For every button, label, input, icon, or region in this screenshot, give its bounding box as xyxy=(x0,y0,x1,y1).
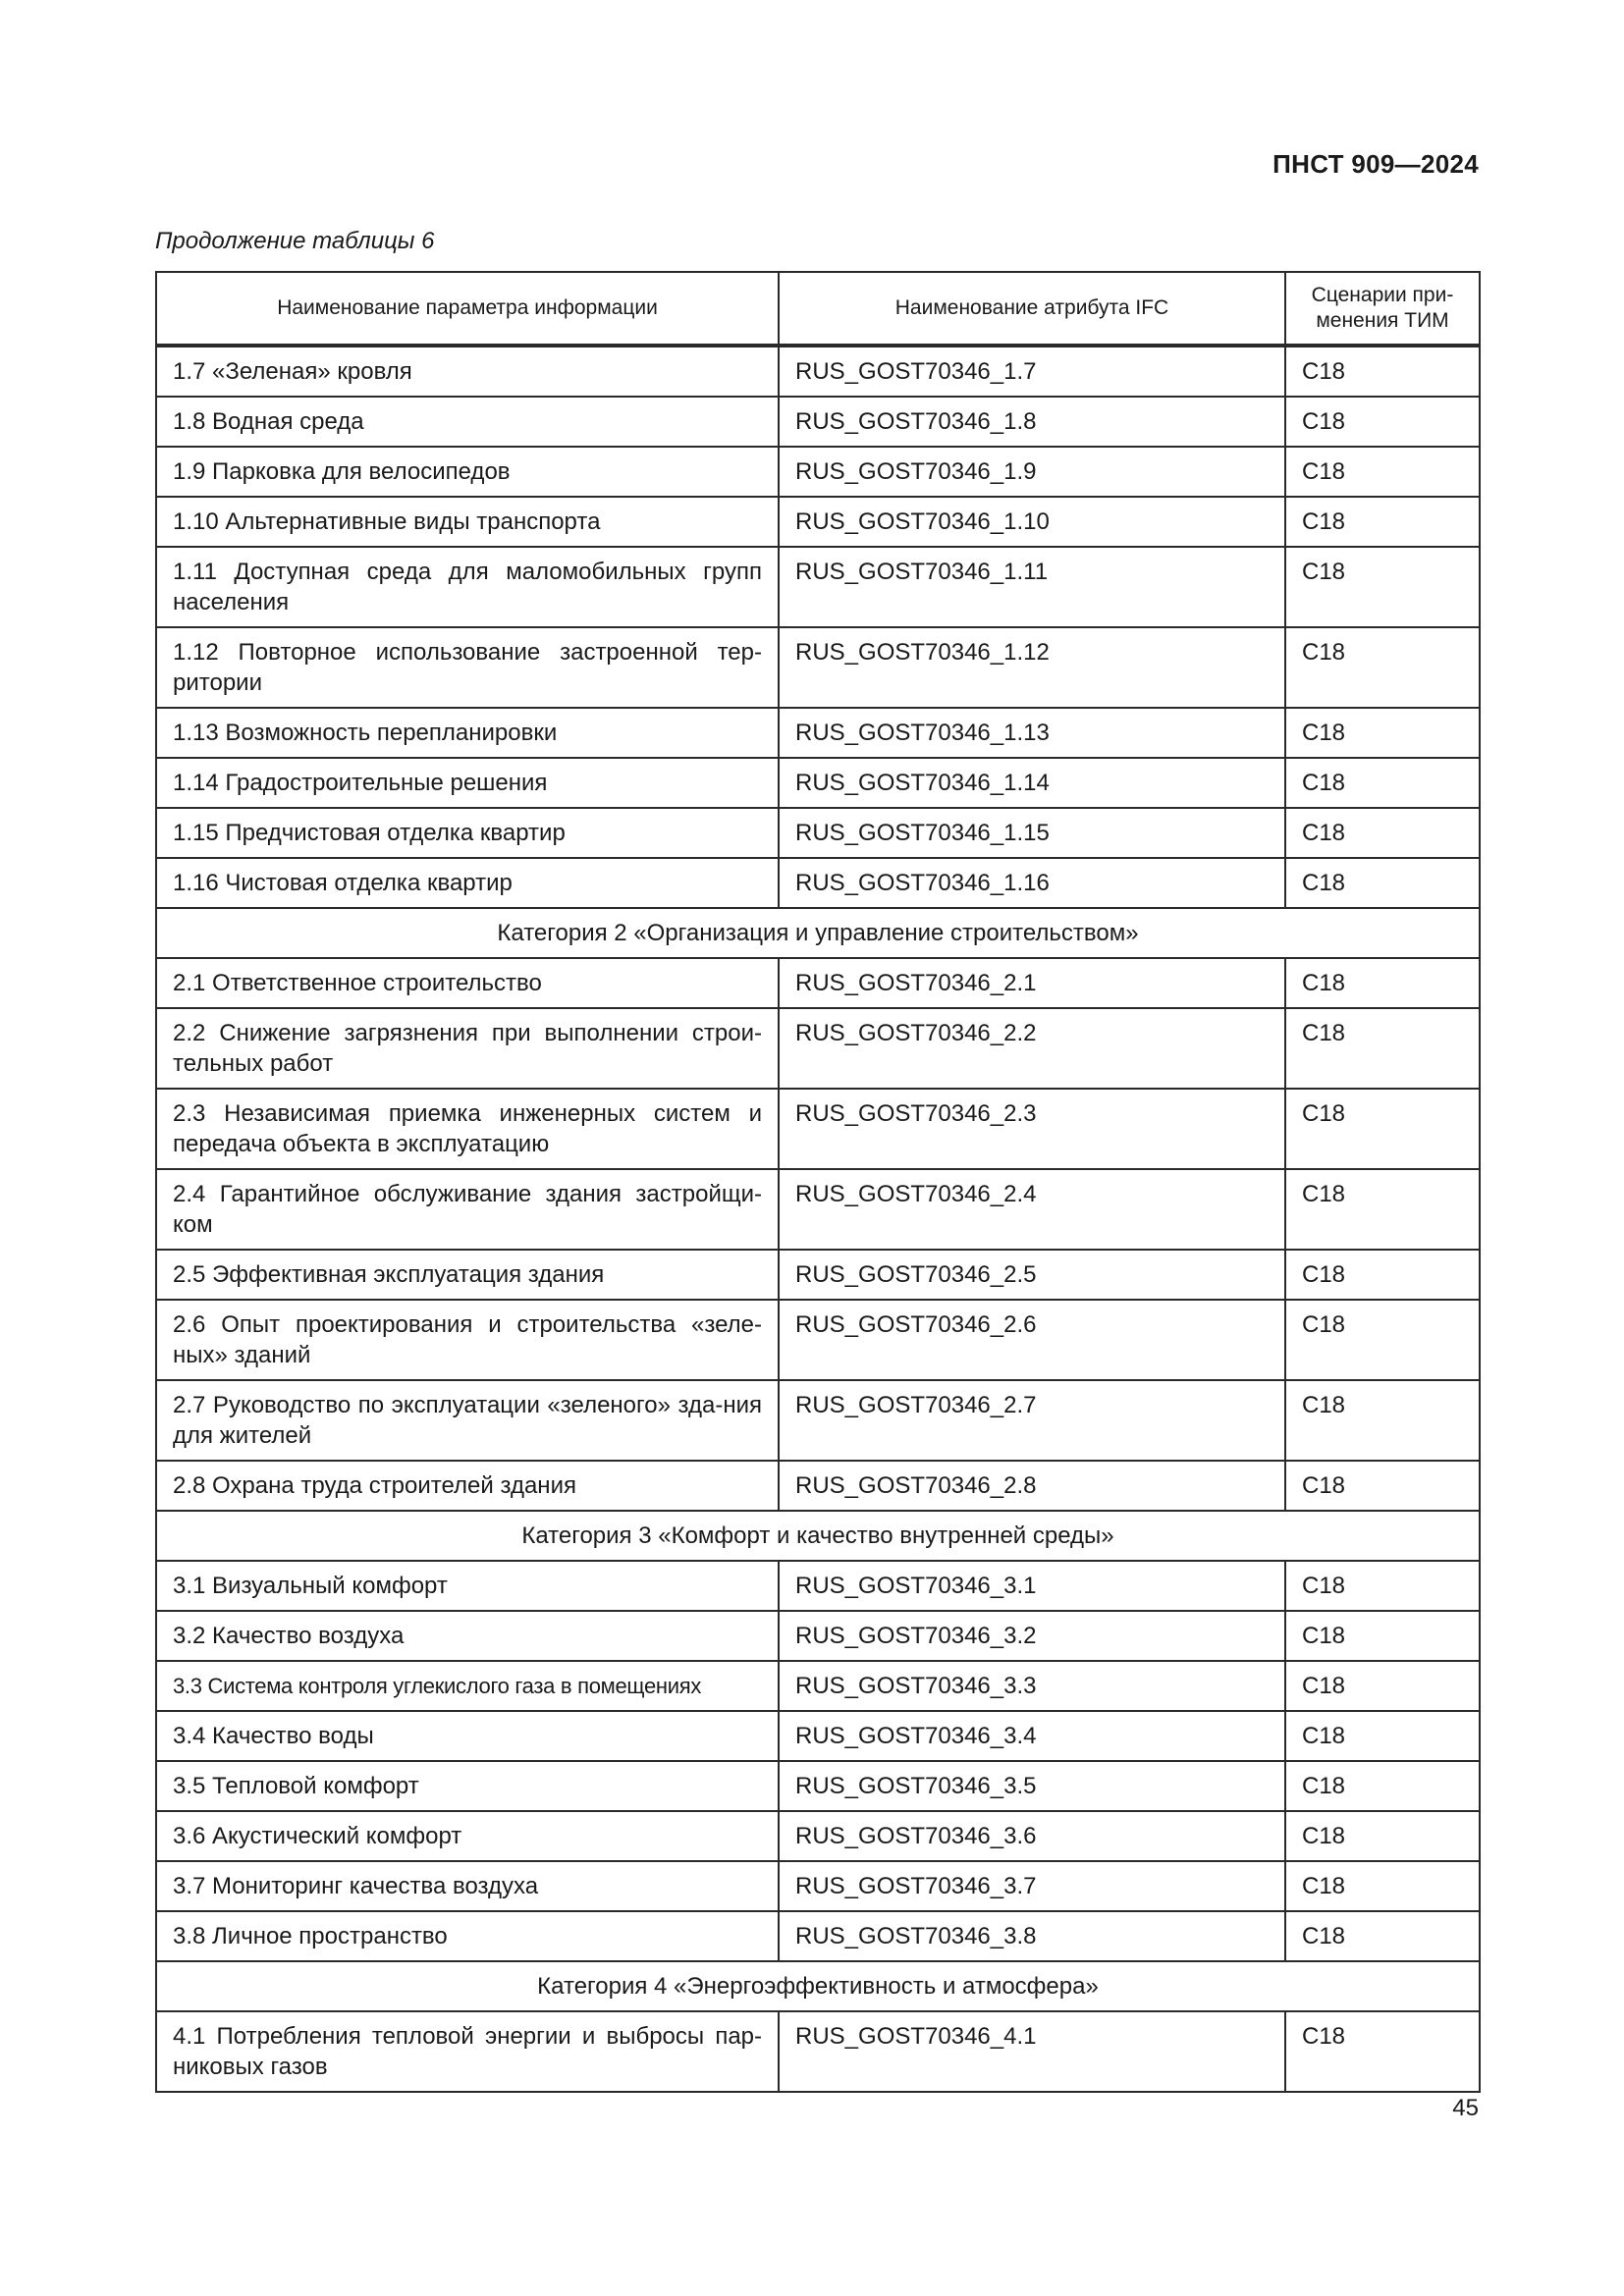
table-row xyxy=(156,447,1480,497)
ifc-attribute-cell: RUS_GOST70346_4.1 xyxy=(779,2011,1285,2092)
table-row xyxy=(156,1861,1480,1911)
category-row xyxy=(156,908,1480,958)
category-title: Категория 3 «Комфорт и качество внутренней среды» xyxy=(156,1511,1480,1561)
table-row xyxy=(156,708,1480,758)
scenario-cell: C18 xyxy=(1285,1380,1480,1461)
parameter-name-cell: 1.11 Доступная среда для маломобильных групп населения xyxy=(156,547,779,627)
ifc-attribute-cell: RUS_GOST70346_1.9 xyxy=(779,447,1285,497)
ifc-attribute-cell: RUS_GOST70346_3.7 xyxy=(779,1861,1285,1911)
table-row xyxy=(156,1380,1480,1461)
table-body xyxy=(156,346,1480,2092)
category-row xyxy=(156,1511,1480,1561)
scenario-cell: C18 xyxy=(1285,1911,1480,1961)
column-header-bim-scenarios: Сценарии при- менения ТИМ xyxy=(1285,272,1480,346)
ifc-attribute-cell: RUS_GOST70346_2.8 xyxy=(779,1461,1285,1511)
ifc-attribute-cell: RUS_GOST70346_1.13 xyxy=(779,708,1285,758)
scenario-cell: C18 xyxy=(1285,1811,1480,1861)
parameter-name-cell: 1.7 «Зеленая» кровля xyxy=(156,346,779,397)
ifc-attribute-cell: RUS_GOST70346_3.8 xyxy=(779,1911,1285,1961)
ifc-attribute-cell: RUS_GOST70346_1.14 xyxy=(779,758,1285,808)
table-row xyxy=(156,1461,1480,1511)
scenario-cell: C18 xyxy=(1285,1169,1480,1250)
ifc-attribute-cell: RUS_GOST70346_3.5 xyxy=(779,1761,1285,1811)
table-header-row xyxy=(156,272,1480,346)
parameter-name-cell: 3.4 Качество воды xyxy=(156,1711,779,1761)
parameter-name-cell: 3.7 Мониторинг качества воздуха xyxy=(156,1861,779,1911)
parameter-name-cell: 1.13 Возможность перепланировки xyxy=(156,708,779,758)
parameter-name-cell: 1.14 Градостроительные решения xyxy=(156,758,779,808)
ifc-attribute-cell: RUS_GOST70346_2.1 xyxy=(779,958,1285,1008)
parameter-name-cell: 3.2 Качество воздуха xyxy=(156,1611,779,1661)
ifc-attribute-cell: RUS_GOST70346_3.2 xyxy=(779,1611,1285,1661)
ifc-attribute-cell: RUS_GOST70346_1.16 xyxy=(779,858,1285,908)
ifc-attribute-cell: RUS_GOST70346_2.3 xyxy=(779,1089,1285,1169)
table-row xyxy=(156,1611,1480,1661)
scenario-cell: C18 xyxy=(1285,627,1480,708)
table-row xyxy=(156,1761,1480,1811)
column-header-ifc-attribute: Наименование атрибута IFC xyxy=(779,272,1285,346)
ifc-attribute-cell: RUS_GOST70346_1.12 xyxy=(779,627,1285,708)
scenario-cell: C18 xyxy=(1285,497,1480,547)
parameter-name-cell: 3.5 Тепловой комфорт xyxy=(156,1761,779,1811)
table-caption: Продолжение таблицы 6 xyxy=(155,228,435,254)
scenario-cell: C18 xyxy=(1285,447,1480,497)
table-row xyxy=(156,346,1480,397)
parameter-name-cell: 4.1 Потребления тепловой энергии и выбросы пар-никовых газов xyxy=(156,2011,779,2092)
parameter-name-cell: 3.6 Акустический комфорт xyxy=(156,1811,779,1861)
document-code: ПНСТ 909—2024 xyxy=(1272,149,1479,179)
table-row xyxy=(156,547,1480,627)
table-row xyxy=(156,1911,1480,1961)
parameter-name-cell: 3.3 Система контроля углекислого газа в помещениях xyxy=(156,1661,779,1711)
scenario-cell: C18 xyxy=(1285,708,1480,758)
table-row xyxy=(156,397,1480,447)
scenario-cell: C18 xyxy=(1285,547,1480,627)
ifc-attribute-cell: RUS_GOST70346_3.6 xyxy=(779,1811,1285,1861)
table-row xyxy=(156,627,1480,708)
table-row xyxy=(156,808,1480,858)
table-row xyxy=(156,1089,1480,1169)
table-row xyxy=(156,1250,1480,1300)
table-row xyxy=(156,2011,1480,2092)
ifc-attribute-cell: RUS_GOST70346_3.4 xyxy=(779,1711,1285,1761)
parameter-name-cell: 2.4 Гарантийное обслуживание здания застройщи-ком xyxy=(156,1169,779,1250)
parameter-name-cell: 2.3 Независимая приемка инженерных систем и передача объекта в эксплуатацию xyxy=(156,1089,779,1169)
table-row xyxy=(156,758,1480,808)
scenario-cell: C18 xyxy=(1285,1761,1480,1811)
scenario-cell: C18 xyxy=(1285,1561,1480,1611)
ifc-attribute-cell: RUS_GOST70346_1.11 xyxy=(779,547,1285,627)
column-header-parameter-name: Наименование параметра информации xyxy=(156,272,779,346)
ifc-attribute-cell: RUS_GOST70346_2.7 xyxy=(779,1380,1285,1461)
scenario-cell: C18 xyxy=(1285,1089,1480,1169)
table-row xyxy=(156,1711,1480,1761)
scenario-cell: C18 xyxy=(1285,958,1480,1008)
ifc-attribute-cell: RUS_GOST70346_1.10 xyxy=(779,497,1285,547)
scenario-cell: C18 xyxy=(1285,1008,1480,1089)
parameter-name-cell: 2.5 Эффективная эксплуатация здания xyxy=(156,1250,779,1300)
parameter-name-cell: 1.15 Предчистовая отделка квартир xyxy=(156,808,779,858)
table-row xyxy=(156,958,1480,1008)
scenario-cell: C18 xyxy=(1285,858,1480,908)
parameter-name-cell: 1.9 Парковка для велосипедов xyxy=(156,447,779,497)
table-row xyxy=(156,858,1480,908)
table-row xyxy=(156,1300,1480,1380)
ifc-attribute-cell: RUS_GOST70346_1.8 xyxy=(779,397,1285,447)
table-row xyxy=(156,1008,1480,1089)
table-row xyxy=(156,1811,1480,1861)
parameter-name-cell: 2.8 Охрана труда строителей здания xyxy=(156,1461,779,1511)
ifc-attribute-cell: RUS_GOST70346_1.15 xyxy=(779,808,1285,858)
parameter-name-cell: 1.12 Повторное использование застроенной тер-ритории xyxy=(156,627,779,708)
ifc-attribute-cell: RUS_GOST70346_2.4 xyxy=(779,1169,1285,1250)
scenario-cell: C18 xyxy=(1285,1250,1480,1300)
parameter-name-cell: 2.1 Ответственное строительство xyxy=(156,958,779,1008)
table-row xyxy=(156,1661,1480,1711)
ifc-attribute-cell: RUS_GOST70346_2.2 xyxy=(779,1008,1285,1089)
parameter-name-cell: 3.8 Личное пространство xyxy=(156,1911,779,1961)
parameter-name-cell: 1.8 Водная среда xyxy=(156,397,779,447)
attributes-table xyxy=(155,271,1481,2093)
table-row xyxy=(156,1561,1480,1611)
scenario-cell: C18 xyxy=(1285,1461,1480,1511)
parameter-name-cell: 2.7 Руководство по эксплуатации «зеленого» зда-ния для жителей xyxy=(156,1380,779,1461)
ifc-attribute-cell: RUS_GOST70346_1.7 xyxy=(779,346,1285,397)
parameter-name-cell: 3.1 Визуальный комфорт xyxy=(156,1561,779,1611)
scenario-cell: C18 xyxy=(1285,758,1480,808)
scenario-cell: C18 xyxy=(1285,808,1480,858)
table-row xyxy=(156,497,1480,547)
scenario-cell: C18 xyxy=(1285,346,1480,397)
table-row xyxy=(156,1169,1480,1250)
ifc-attribute-cell: RUS_GOST70346_2.6 xyxy=(779,1300,1285,1380)
parameter-name-cell: 1.10 Альтернативные виды транспорта xyxy=(156,497,779,547)
ifc-attribute-cell: RUS_GOST70346_3.1 xyxy=(779,1561,1285,1611)
category-title: Категория 4 «Энергоэффективность и атмосфера» xyxy=(156,1961,1480,2011)
parameter-name-cell: 2.2 Снижение загрязнения при выполнении строи-тельных работ xyxy=(156,1008,779,1089)
ifc-attribute-cell: RUS_GOST70346_2.5 xyxy=(779,1250,1285,1300)
scenario-cell: C18 xyxy=(1285,1711,1480,1761)
scenario-cell: C18 xyxy=(1285,1661,1480,1711)
scenario-cell: C18 xyxy=(1285,1861,1480,1911)
ifc-attribute-cell: RUS_GOST70346_3.3 xyxy=(779,1661,1285,1711)
scenario-cell: C18 xyxy=(1285,2011,1480,2092)
category-row xyxy=(156,1961,1480,2011)
parameter-name-cell: 2.6 Опыт проектирования и строительства «зеле-ных» зданий xyxy=(156,1300,779,1380)
scenario-cell: C18 xyxy=(1285,1611,1480,1661)
parameter-name-cell: 1.16 Чистовая отделка квартир xyxy=(156,858,779,908)
category-title: Категория 2 «Организация и управление строительством» xyxy=(156,908,1480,958)
scenario-cell: C18 xyxy=(1285,1300,1480,1380)
scenario-cell: C18 xyxy=(1285,397,1480,447)
page-number: 45 xyxy=(1452,2095,1479,2121)
